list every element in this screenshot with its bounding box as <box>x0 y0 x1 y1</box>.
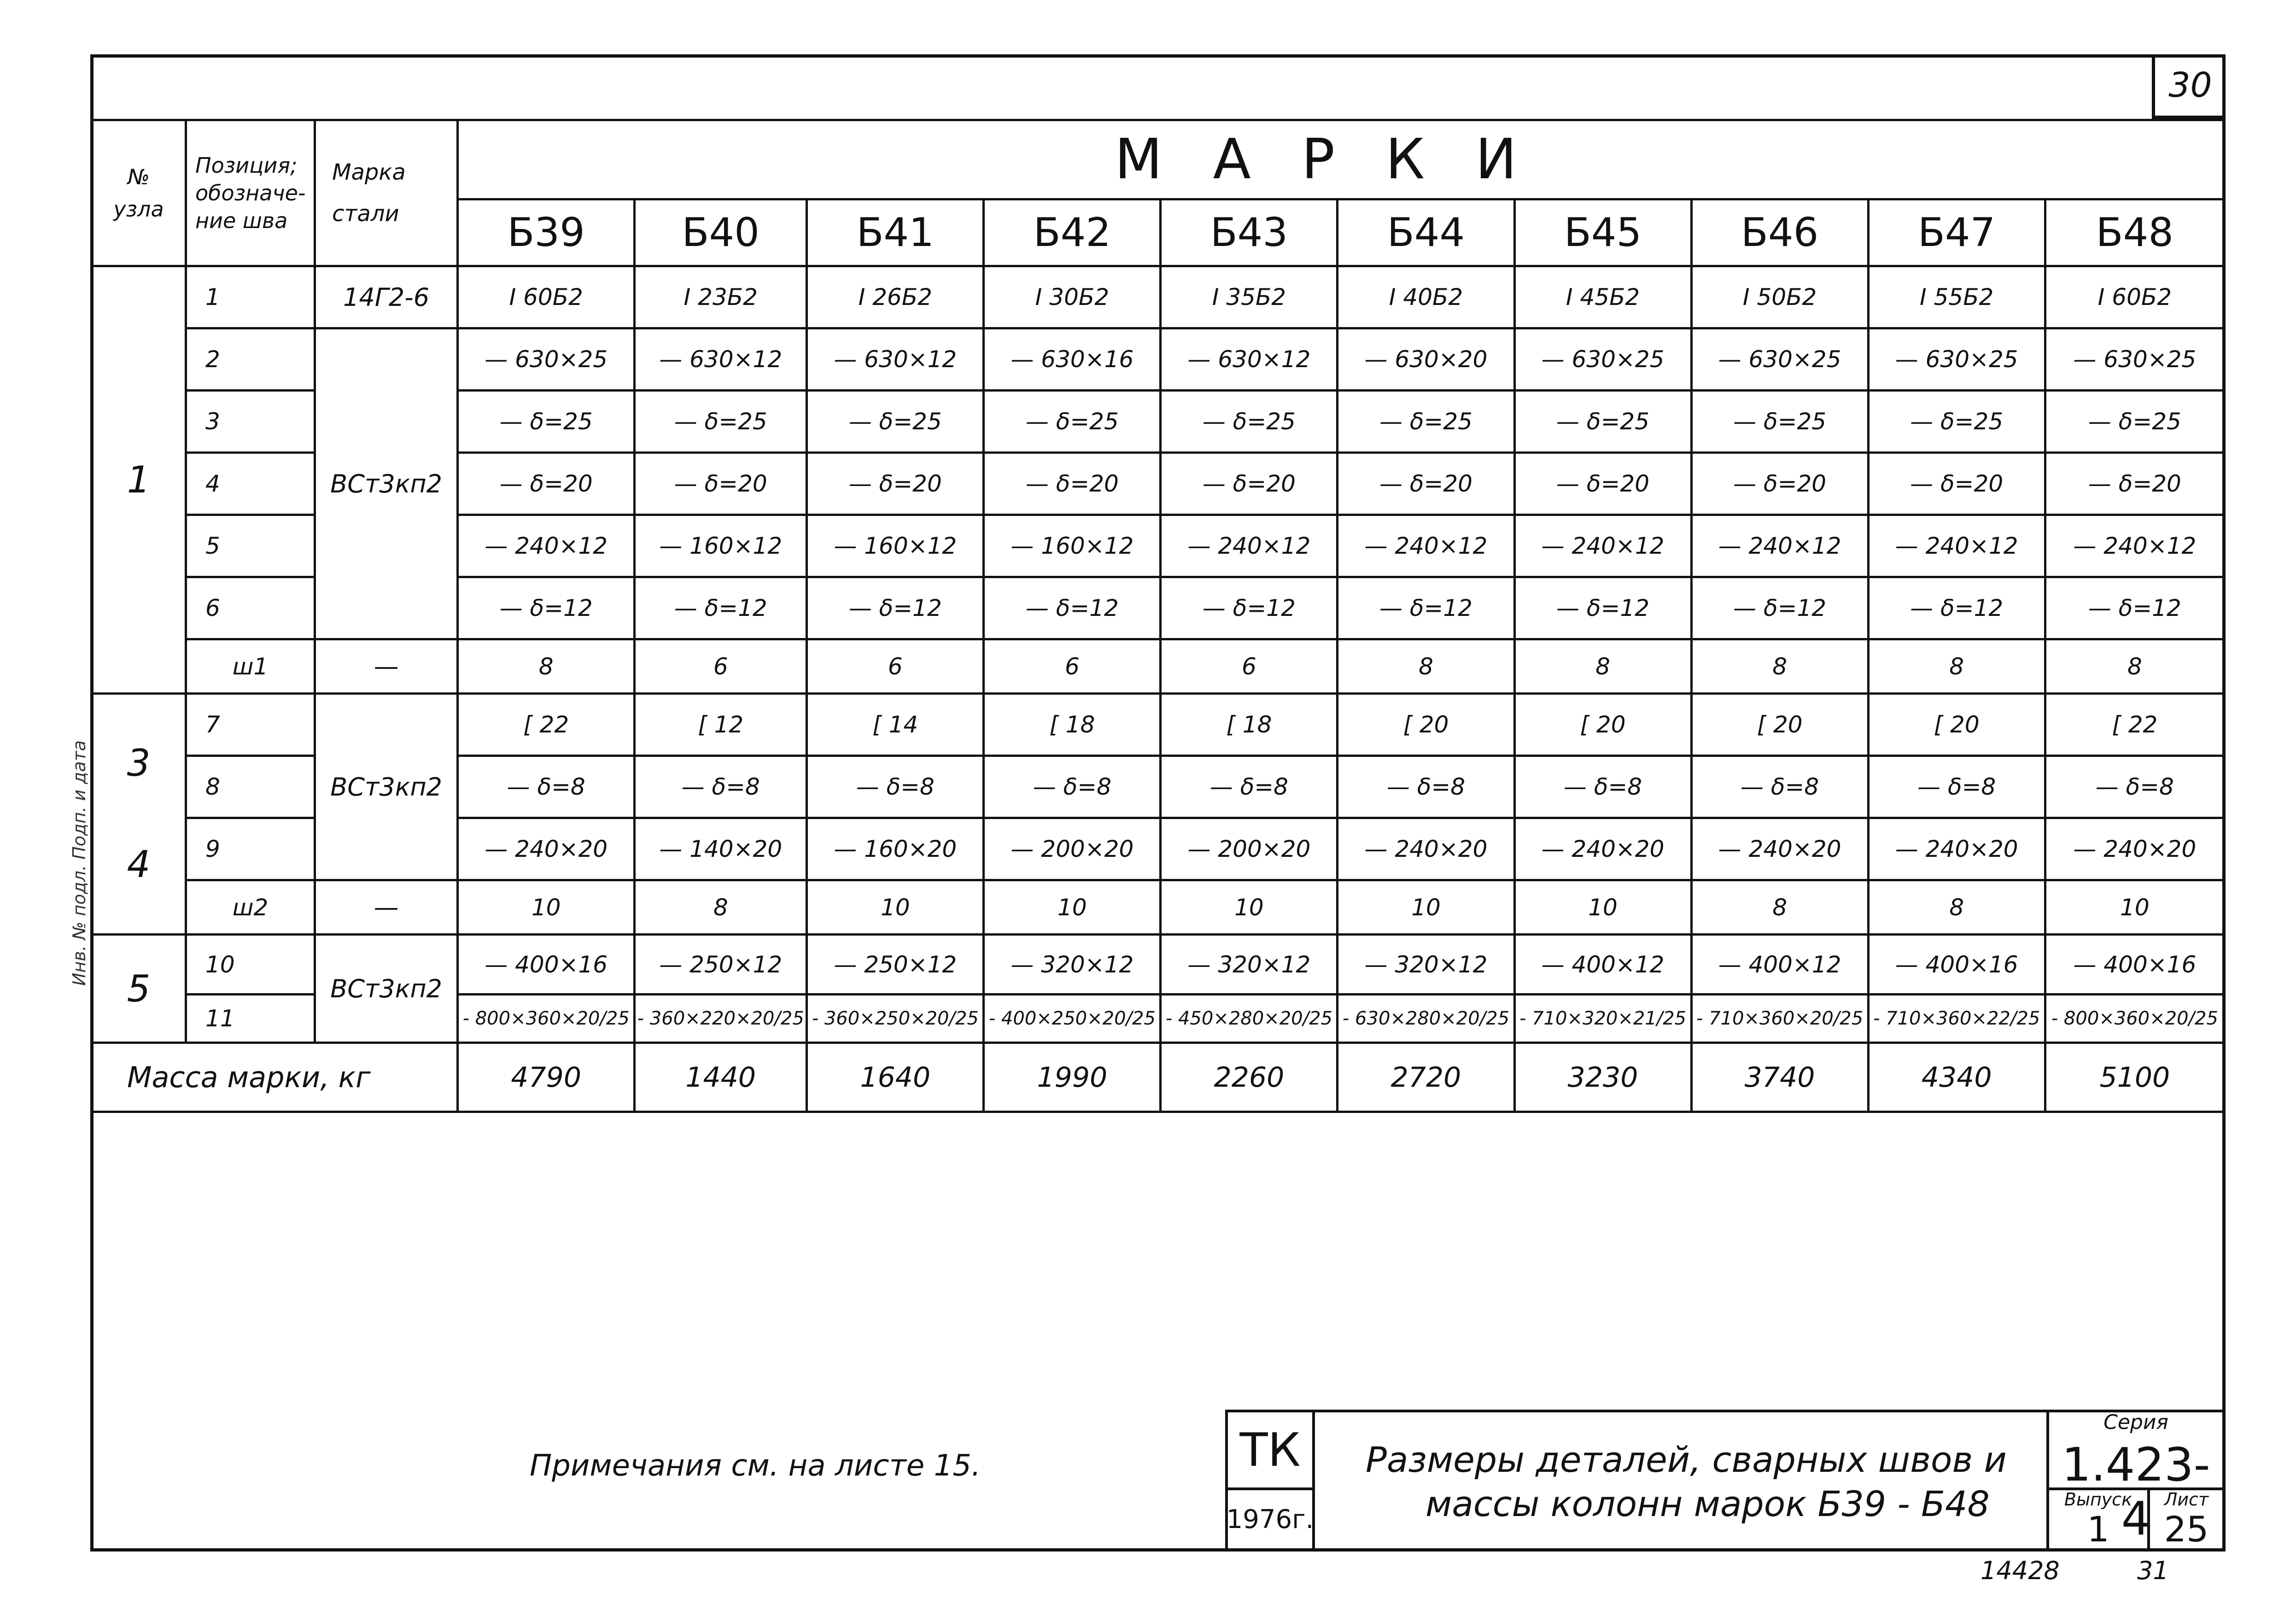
value-cell: — δ=20 <box>1514 453 1691 515</box>
value-cell: — δ=8 <box>807 756 984 818</box>
value-cell: - 360×250×20/25 <box>807 995 984 1043</box>
page-number: 31 <box>2137 1556 2169 1585</box>
position-cell: 10 <box>186 935 315 995</box>
value-cell: — δ=25 <box>984 391 1161 453</box>
value-cell: — δ=8 <box>984 756 1161 818</box>
position-cell: ш1 <box>186 639 315 694</box>
value-cell: 8 <box>1514 639 1691 694</box>
value-cell: - 400×250×20/25 <box>984 995 1161 1043</box>
value-cell: — δ=20 <box>2045 453 2224 515</box>
value-cell: 6 <box>807 639 984 694</box>
value-cell: — 160×12 <box>984 515 1161 577</box>
value-cell: — δ=25 <box>807 391 984 453</box>
mark-header: Б47 <box>1868 199 2045 266</box>
position-cell: 3 <box>186 391 315 453</box>
value-cell: - 710×320×21/25 <box>1514 995 1691 1043</box>
value-cell: 10 <box>807 880 984 935</box>
value-cell: — δ=25 <box>1161 391 1338 453</box>
mass-value: 5100 <box>2045 1043 2224 1112</box>
position-header-2: обозначе- <box>195 181 306 205</box>
series-value: 1.423-4 <box>2062 1438 2210 1546</box>
value-cell: 10 <box>458 880 635 935</box>
steel-header <box>315 120 458 266</box>
value-cell: — 630×25 <box>1868 328 2045 391</box>
value-cell: — 400×16 <box>2045 935 2224 995</box>
value-cell: — 630×16 <box>984 328 1161 391</box>
value-cell: — δ=20 <box>984 453 1161 515</box>
mass-value: 2260 <box>1161 1043 1338 1112</box>
node-number: 5 <box>92 935 186 1043</box>
value-cell: — 400×12 <box>1514 935 1691 995</box>
mark-header: Б43 <box>1161 199 1338 266</box>
value-cell: — δ=25 <box>1868 391 2045 453</box>
value-cell: — 630×12 <box>1161 328 1338 391</box>
mark-header: Б44 <box>1338 199 1514 266</box>
value-cell: — δ=12 <box>807 577 984 639</box>
mass-value: 2720 <box>1338 1043 1514 1112</box>
value-cell: — δ=8 <box>1338 756 1514 818</box>
value-cell: I 60Б2 <box>2045 266 2224 328</box>
value-cell: — 400×16 <box>1868 935 2045 995</box>
value-cell: — δ=12 <box>1338 577 1514 639</box>
steel-grade-cell: ВСт3кп2 <box>315 935 458 1043</box>
mark-header: Б42 <box>984 199 1161 266</box>
issue-value: 1 <box>2087 1509 2109 1550</box>
steel-grade-cell: — <box>315 880 458 935</box>
value-cell: I 35Б2 <box>1161 266 1338 328</box>
marks-title: МАРКИ <box>458 120 2225 199</box>
table-row <box>92 935 2225 995</box>
value-cell: — 140×20 <box>635 818 807 880</box>
value-cell: — 400×16 <box>458 935 635 995</box>
node-number <box>92 694 186 935</box>
table-row <box>92 328 2225 391</box>
position-cell: 11 <box>186 995 315 1043</box>
value-cell: — 240×20 <box>1338 818 1514 880</box>
value-cell: — 320×12 <box>1161 935 1338 995</box>
value-cell: — 200×20 <box>984 818 1161 880</box>
position-cell: 2 <box>186 328 315 391</box>
value-cell: 6 <box>984 639 1161 694</box>
value-cell: — δ=12 <box>1161 577 1338 639</box>
value-cell: — 400×12 <box>1691 935 1868 995</box>
title-line-1: Размеры деталей, сварных швов и <box>1366 1439 2007 1480</box>
mass-value: 4340 <box>1868 1043 2045 1112</box>
value-cell: 10 <box>1161 880 1338 935</box>
archive-number: 14428 <box>1981 1556 2060 1585</box>
mark-header: Б39 <box>458 199 635 266</box>
value-cell: — 240×12 <box>458 515 635 577</box>
issue-box <box>2046 1487 2150 1552</box>
sheet-value: 25 <box>2164 1509 2209 1550</box>
table-row <box>92 694 2225 756</box>
node-number-sign: № <box>128 164 150 189</box>
value-cell: I 26Б2 <box>807 266 984 328</box>
value-cell: I 40Б2 <box>1338 266 1514 328</box>
value-cell: — 320×12 <box>984 935 1161 995</box>
value-cell: — δ=8 <box>635 756 807 818</box>
value-cell: — δ=12 <box>1691 577 1868 639</box>
value-cell: — δ=20 <box>1691 453 1868 515</box>
mass-value: 1640 <box>807 1043 984 1112</box>
value-cell: I 30Б2 <box>984 266 1161 328</box>
value-cell: [ 18 <box>984 694 1161 756</box>
position-cell: 4 <box>186 453 315 515</box>
value-cell: — 240×20 <box>2045 818 2224 880</box>
mass-value: 4790 <box>458 1043 635 1112</box>
series-label: Серия <box>2103 1411 2168 1434</box>
value-cell: 10 <box>2045 880 2224 935</box>
value-cell: — δ=12 <box>458 577 635 639</box>
value-cell: — 630×20 <box>1338 328 1514 391</box>
table-row <box>92 266 2225 328</box>
value-cell: — 630×25 <box>458 328 635 391</box>
value-cell: — δ=8 <box>1691 756 1868 818</box>
value-cell: — δ=20 <box>1868 453 2045 515</box>
value-cell: 8 <box>2045 639 2224 694</box>
value-cell: - 360×220×20/25 <box>635 995 807 1043</box>
value-cell: — δ=25 <box>1691 391 1868 453</box>
value-cell: - 630×280×20/25 <box>1338 995 1514 1043</box>
value-cell: — 250×12 <box>635 935 807 995</box>
value-cell: [ 12 <box>635 694 807 756</box>
steel-grade-cell: 14Г2-6 <box>315 266 458 328</box>
mass-value: 3230 <box>1514 1043 1691 1112</box>
value-cell: — δ=8 <box>1514 756 1691 818</box>
value-cell: — δ=25 <box>458 391 635 453</box>
position-cell: 7 <box>186 694 315 756</box>
position-header-3: ние шва <box>195 208 288 233</box>
sheet-number: 30 <box>2152 54 2226 119</box>
value-cell: — δ=8 <box>1161 756 1338 818</box>
steel-grade-cell: — <box>315 639 458 694</box>
steel-header-2: стали <box>332 201 399 227</box>
value-cell: — 160×12 <box>635 515 807 577</box>
value-cell: 8 <box>1868 880 2045 935</box>
value-cell: 6 <box>1161 639 1338 694</box>
node-number-4: 4 <box>127 843 151 886</box>
mark-header: Б41 <box>807 199 984 266</box>
value-cell: — 250×12 <box>807 935 984 995</box>
node-word: узла <box>113 197 164 222</box>
value-cell: — 630×12 <box>807 328 984 391</box>
value-cell: — δ=25 <box>2045 391 2224 453</box>
value-cell: - 710×360×22/25 <box>1868 995 2045 1043</box>
value-cell: [ 14 <box>807 694 984 756</box>
node-header <box>92 120 186 266</box>
value-cell: 10 <box>984 880 1161 935</box>
sheet-label: Лист <box>2164 1489 2209 1510</box>
value-cell: — δ=20 <box>1338 453 1514 515</box>
value-cell: - 710×360×20/25 <box>1691 995 1868 1043</box>
value-cell: [ 20 <box>1691 694 1868 756</box>
position-cell: 5 <box>186 515 315 577</box>
value-cell: — 160×12 <box>807 515 984 577</box>
value-cell: — δ=12 <box>1514 577 1691 639</box>
mass-value: 3740 <box>1691 1043 1868 1112</box>
position-header-1: Позиция; <box>195 153 298 178</box>
node-number: 1 <box>92 266 186 694</box>
title-block <box>1225 1410 2226 1552</box>
value-cell: 10 <box>1338 880 1514 935</box>
value-cell: — 240×20 <box>1868 818 2045 880</box>
mark-header: Б40 <box>635 199 807 266</box>
steel-grade-cell: ВСт3кп2 <box>315 694 458 880</box>
position-cell: ш2 <box>186 880 315 935</box>
value-cell: - 800×360×20/25 <box>2045 995 2224 1043</box>
mass-value: 1990 <box>984 1043 1161 1112</box>
year: 1976г. <box>1225 1487 1315 1552</box>
value-cell: — δ=12 <box>635 577 807 639</box>
value-cell: [ 18 <box>1161 694 1338 756</box>
mark-header: Б45 <box>1514 199 1691 266</box>
value-cell: — 630×25 <box>1691 328 1868 391</box>
position-header <box>186 120 315 266</box>
position-cell: 8 <box>186 756 315 818</box>
value-cell: — δ=12 <box>1868 577 2045 639</box>
value-cell: — 200×20 <box>1161 818 1338 880</box>
mark-header: Б46 <box>1691 199 1868 266</box>
value-cell: [ 20 <box>1514 694 1691 756</box>
value-cell: 8 <box>1338 639 1514 694</box>
value-cell: — 320×12 <box>1338 935 1514 995</box>
value-cell: 6 <box>635 639 807 694</box>
value-cell: I 60Б2 <box>458 266 635 328</box>
value-cell: — δ=8 <box>458 756 635 818</box>
value-cell: I 23Б2 <box>635 266 807 328</box>
value-cell: [ 22 <box>458 694 635 756</box>
value-cell: 8 <box>1868 639 2045 694</box>
value-cell: — δ=20 <box>1161 453 1338 515</box>
value-cell: — δ=20 <box>807 453 984 515</box>
value-cell: — 240×12 <box>1338 515 1514 577</box>
sheet-box <box>2147 1487 2226 1552</box>
value-cell: 10 <box>1514 880 1691 935</box>
value-cell: — δ=20 <box>635 453 807 515</box>
value-cell: — 240×12 <box>1868 515 2045 577</box>
value-cell: - 800×360×20/25 <box>458 995 635 1043</box>
spec-table <box>90 119 2226 1113</box>
value-cell: — 240×20 <box>1691 818 1868 880</box>
value-cell: 8 <box>635 880 807 935</box>
note-text: Примечания см. на листе 15. <box>530 1449 981 1483</box>
value-cell: — δ=12 <box>984 577 1161 639</box>
steel-header-1: Марка <box>332 159 406 185</box>
value-cell: — δ=25 <box>1338 391 1514 453</box>
value-cell: — 630×25 <box>2045 328 2224 391</box>
value-cell: — δ=12 <box>2045 577 2224 639</box>
value-cell: — 240×12 <box>1514 515 1691 577</box>
value-cell: 8 <box>458 639 635 694</box>
mass-label: Масса марки, кг <box>92 1043 458 1112</box>
table-row <box>92 880 2225 935</box>
org-code: ТК <box>1225 1410 1315 1490</box>
value-cell: 8 <box>1691 639 1868 694</box>
value-cell: — 160×20 <box>807 818 984 880</box>
title-line-2: массы колонн марок Б39 - Б48 <box>1426 1483 1990 1524</box>
value-cell: — 240×12 <box>2045 515 2224 577</box>
drawing-title <box>1312 1410 2049 1552</box>
position-cell: 9 <box>186 818 315 880</box>
value-cell: [ 20 <box>1338 694 1514 756</box>
value-cell: I 55Б2 <box>1868 266 2045 328</box>
side-stamp-text: Инв. № подл. Подп. и дата <box>69 740 89 986</box>
mass-value: 1440 <box>635 1043 807 1112</box>
value-cell: — 240×20 <box>458 818 635 880</box>
value-cell: — 630×12 <box>635 328 807 391</box>
value-cell: — 240×20 <box>1514 818 1691 880</box>
steel-grade-cell: ВСт3кп2 <box>315 328 458 639</box>
value-cell: — δ=8 <box>1868 756 2045 818</box>
node-number-3: 3 <box>127 742 151 785</box>
issue-label: Выпуск <box>2064 1489 2132 1510</box>
position-cell: 6 <box>186 577 315 639</box>
value-cell: I 50Б2 <box>1691 266 1868 328</box>
value-cell: [ 20 <box>1868 694 2045 756</box>
value-cell: [ 22 <box>2045 694 2224 756</box>
value-cell: - 450×280×20/25 <box>1161 995 1338 1043</box>
value-cell: — δ=25 <box>1514 391 1691 453</box>
value-cell: — 240×12 <box>1161 515 1338 577</box>
value-cell: — 240×12 <box>1691 515 1868 577</box>
value-cell: — δ=8 <box>2045 756 2224 818</box>
value-cell: 8 <box>1691 880 1868 935</box>
value-cell: — δ=25 <box>635 391 807 453</box>
value-cell: — 630×25 <box>1514 328 1691 391</box>
position-cell: 1 <box>186 266 315 328</box>
value-cell: I 45Б2 <box>1514 266 1691 328</box>
table-row <box>92 639 2225 694</box>
value-cell: — δ=20 <box>458 453 635 515</box>
mark-header: Б48 <box>2045 199 2224 266</box>
